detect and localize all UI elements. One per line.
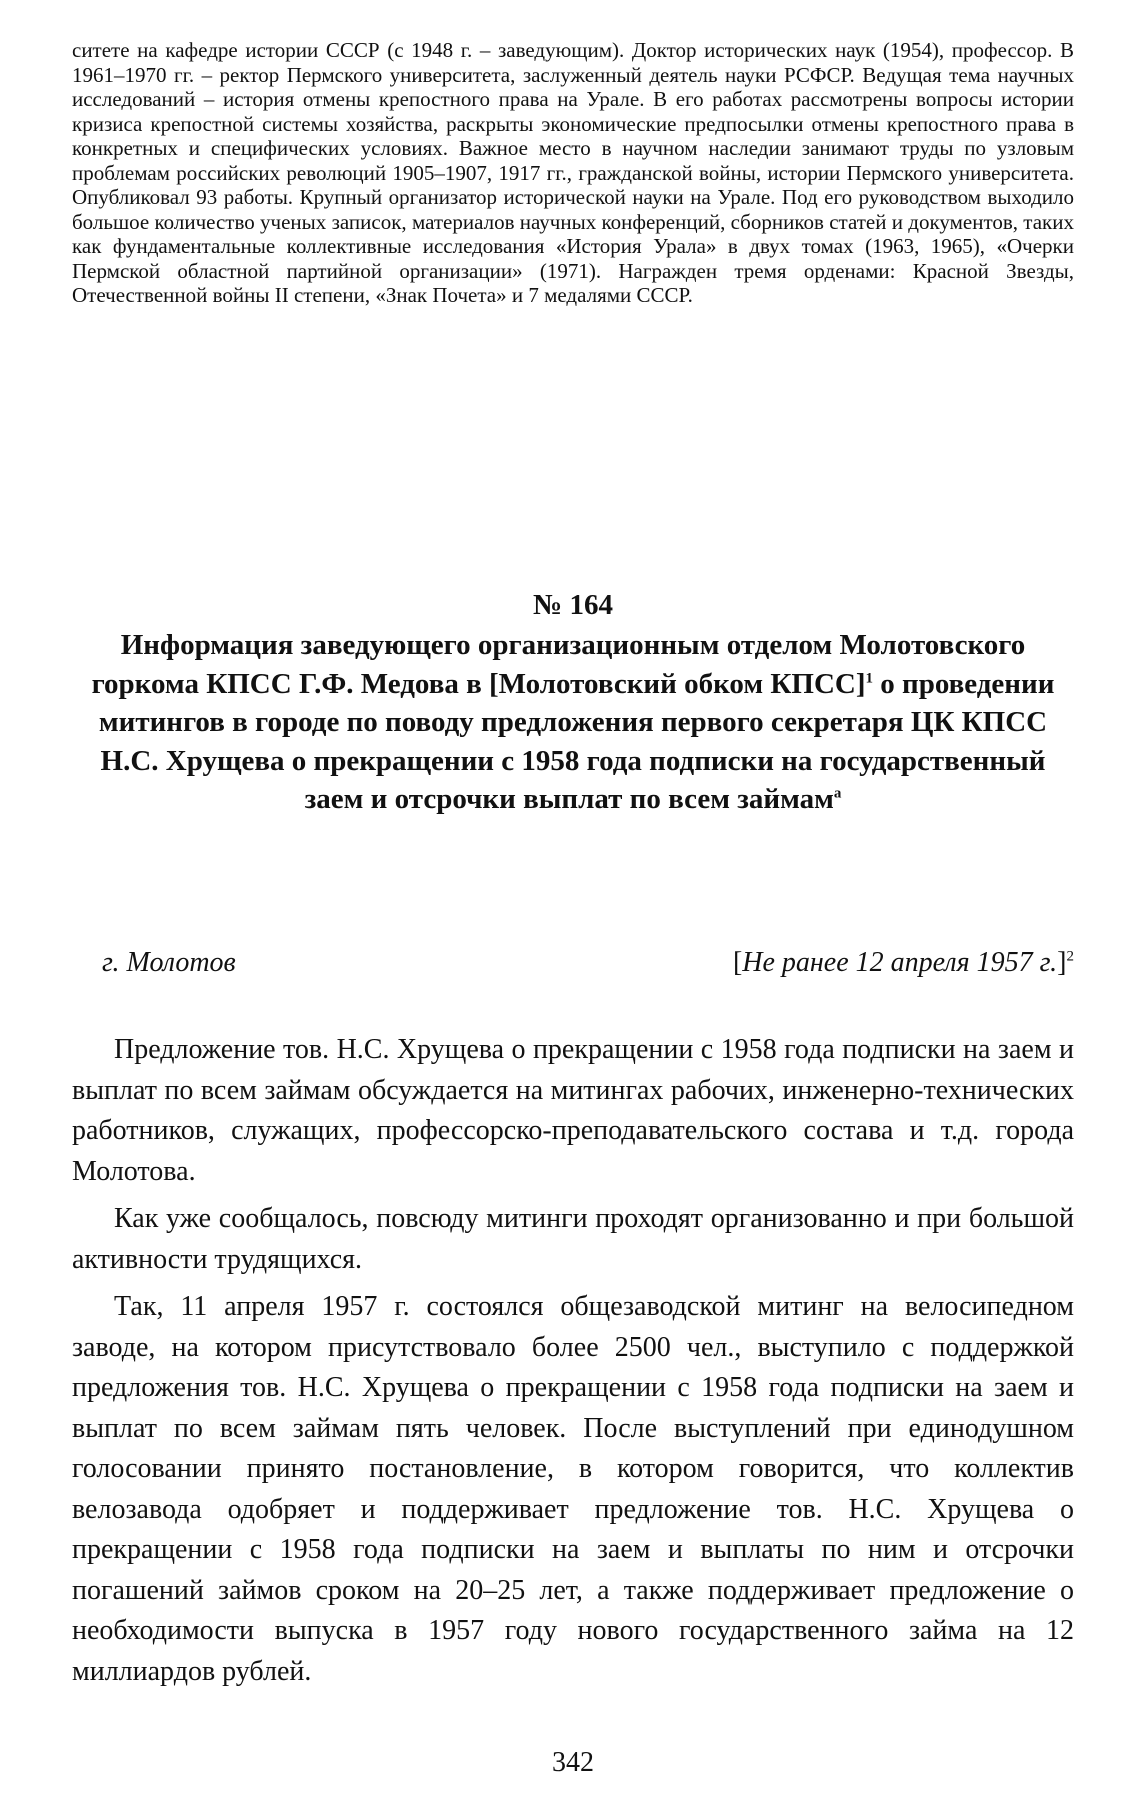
document-number: № 164: [533, 589, 613, 621]
document-title-part-1: Информация заведующего организационным отделом Молотовского горкома КПСС Г.Ф. Медова в [Молотовский обком КПСС]: [91, 629, 1026, 700]
title-footnote-ref-a: а: [833, 785, 842, 802]
date-close-bracket: ]: [1057, 947, 1067, 978]
document-meta: [102, 944, 1074, 984]
previous-footnote-text: ситете на кафедре истории СССР (с 1948 г. – заведующим). Доктор исторических наук (1954), профессор. В 1961–1970 гг. – ректор Пермского университета, заслуженный деятель науки РСФСР. Ведущая тема научных исследований – история отмены крепостного права на Урале. В его работах рассмотрены вопросы истории кризиса крепостной системы хозяйства, раскрыты экономические предпосылки отмены крепостного права в конкретных и специфических условиях. Важное место в научном наследии занимают труды по узловым проблемам российских революций 1905–1907, 1917 гг., гражданской войны, истории Пермского университета. Опубликовал 93 работы. Крупный организатор исторической науки на Урале. Под его руководством выходило большое количество ученых записок, материалов научных конференций, сборников статей и документов, таких как фундаментальные коллективные исследования «История Урала» в двух томах (1963, 1965), «Очерки Пермской областной партийной организации» (1971). Награжден тремя орденами: Красной Звезды, Отечественной войны II степени, «Знак Почета» и 7 медалями СССР.: [72, 38, 1074, 307]
document-place: г. Молотов: [102, 947, 236, 978]
document-page: [72, 38, 1074, 1778]
title-footnote-ref-1: 1: [865, 669, 873, 686]
date-text: Не ранее 12 апреля 1957 г.: [742, 947, 1058, 978]
page-number: 342: [552, 1747, 594, 1778]
document-title: [82, 626, 1064, 819]
body-paragraph: Как уже сообщалось, повсюду митинги проходят организованно и при большой активности трудящихся.: [72, 1203, 1074, 1275]
document-date: [733, 944, 1074, 982]
date-open-bracket: [: [732, 947, 743, 978]
document-body: [72, 1030, 1074, 1699]
document-title-part-2: о проведении митингов в городе по поводу предложения первого секретаря ЦК КПСС Н.С. Хрущева о прекращении с 1958 года подписки на государственный заем и отсрочки выплат по всем займам: [98, 667, 1055, 815]
body-paragraph: Предложение тов. Н.С. Хрущева о прекращении с 1958 года подписки на заем и выплат по всем займам обсуждается на митингах рабочих, инженерно-технических работников, служащих, профессорско-преподавательского состава и т.д. города Молотова.: [72, 1034, 1074, 1187]
date-footnote-ref: 2: [1066, 948, 1074, 965]
body-paragraph: Так, 11 апреля 1957 г. состоялся общезаводской митинг на велосипедном заводе, на котором присутствовало более 2500 чел., выступило с поддержкой предложения тов. Н.С. Хрущева о прекращении с 1958 года подписки на заем и выплат по всем займам пять человек. После выступлений при единодушном голосовании принято постановление, в котором говорится, что коллектив велозавода одобряет и поддерживает предложение тов. Н.С. Хрущева о прекращении с 1958 года подписки на заем и выплаты по ним и отсрочки погашений займов сроком на 20–25 лет, а также поддерживает предложение о необходимости выпуска в 1957 году нового государственного займа на 12 миллиардов рублей.: [72, 1291, 1074, 1687]
